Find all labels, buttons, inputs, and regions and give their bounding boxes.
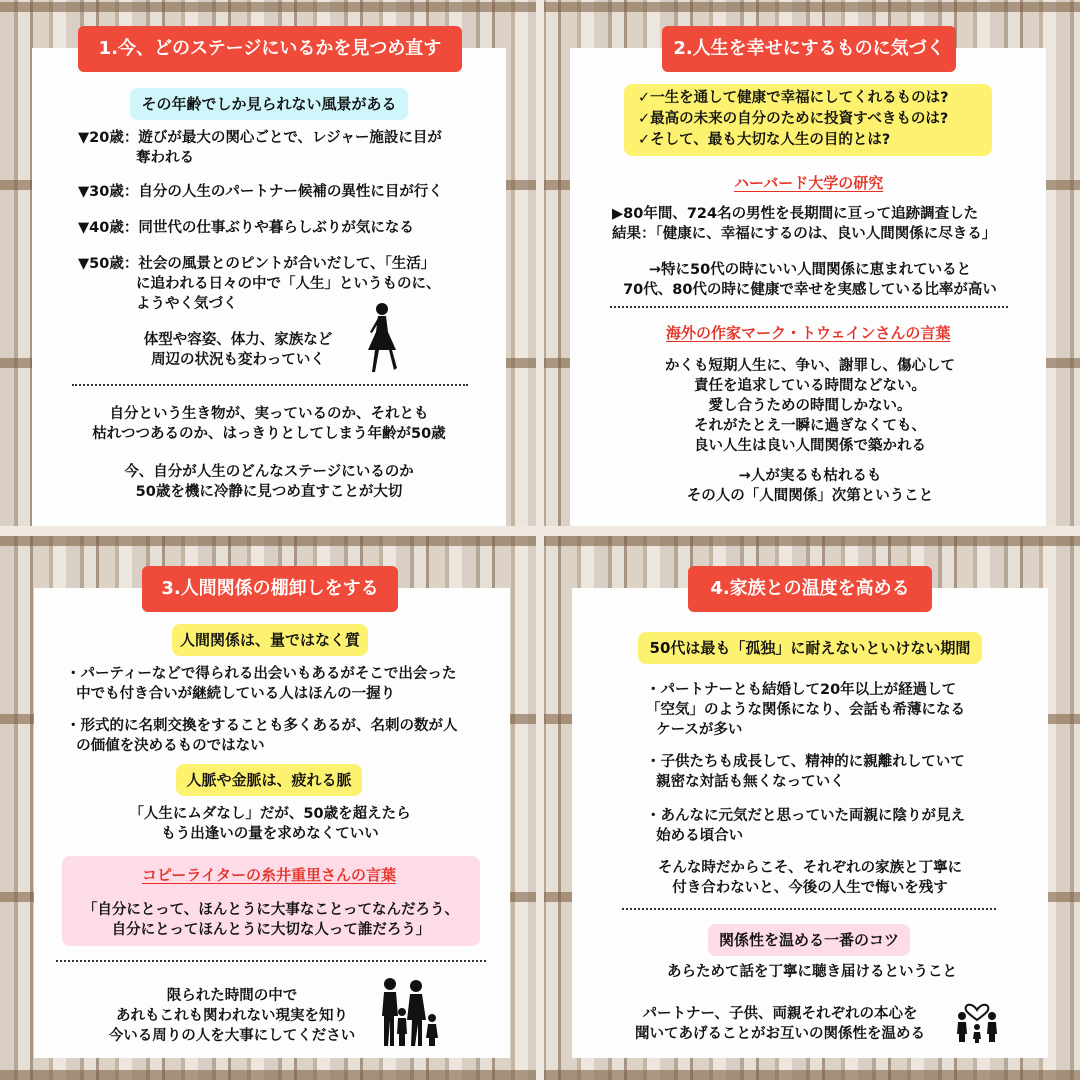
panel-1-item-30: ▼30歳：自分の人生のパートナー候補の異性に目が行く [78, 184, 443, 200]
panel-1-item-40: ▼40歳：同世代の仕事ぶりや暮らしぶりが気になる [78, 220, 414, 236]
woman-silhouette-icon [362, 302, 402, 376]
panel-3-quote-heading: コピーライターの糸井重里さんの言葉 [142, 866, 396, 884]
panel-2-questions: ✓一生を通して健康で幸福にしてくれるものは? ✓最高の未来の自分のために投資すべきものは? ✓そして、最も大切な人生の目的とは? [624, 84, 992, 156]
panel-1-item-50: ▼50歳：社会の風景とのピントが合いだして、「生活」 に追われる日々の中で「人生」というものに、 ようやく気づく [78, 256, 441, 312]
panel-1-highlight: その年齢でしか見られない風景がある [130, 88, 408, 120]
panel-3-highlight-2: 人脈や金脈は、疲れる脈 [176, 764, 362, 796]
panel-2-conclusion: →人が実るも枯れるも その人の「人間関係」次第ということ [686, 468, 934, 504]
panel-2-separator [610, 306, 1008, 308]
panel-2-study-text: ▶80年間、724名の男性を長期間に亘って追跡調査した 結果：「健康に、幸福にするのは、良い人間関係に尽きる」 [612, 206, 997, 242]
panel-4-highlight: 50代は最も「孤独」に耐えないといけない期間 [638, 632, 982, 664]
horizontal-divider [0, 526, 1080, 536]
panel-3-item-1: ・パーティーなどで得られる出会いもあるがそこで出会った 中でも付き合いが継続している人はほんの一握り [66, 666, 457, 702]
panel-3-separator [56, 960, 486, 962]
family-silhouette-icon [372, 976, 442, 1048]
panel-4-item-1: ・パートナーとも結婚して20年以上が経過して 「空気」のような関係になり、会話も希薄になる ケースが多い [646, 682, 965, 738]
panel-1-note: 体型や容姿、体力、家族など 周辺の状況も変わっていく [143, 332, 333, 368]
panel-1-summary-2: 今、自分が人生のどんなステージにいるのか 50歳を機に冷静に見つめ直すことが大切 [124, 464, 414, 500]
panel-2-title: 2.人生を幸せにするものに気づく [662, 26, 956, 72]
panel-4-tip-heading: 関係性を温める一番のコツ [708, 924, 910, 956]
panel-4-note: そんな時だからこそ、それぞれの家族と丁寧に 付き合わないと、今後の人生で悔いを残す [657, 860, 963, 896]
panel-1-title: 1.今、どのステージにいるかを見つめ直す [78, 26, 462, 72]
panel-3-highlight-1: 人間関係は、量ではなく質 [172, 624, 368, 656]
panel-4-tip-note: パートナー、子供、両親それぞれの本心を 聞いてあげることがお互いの関係性を温める [635, 1006, 925, 1042]
panel-2-study-note: →特に50代の時にいい人間関係に恵まれていると 70代、80代の時に健康で幸せを実感している比率が高い [623, 262, 997, 298]
panel-3-closing: 限られた時間の中で あれもこれも関われない現実を知り 今いる周りの人を大事にしてください [108, 988, 356, 1044]
panel-3-note: 「人生にムダなし」だが、50歳を超えたら もう出逢いの量を求めなくていい [129, 806, 411, 842]
vertical-divider [536, 0, 544, 1080]
panel-1-summary-1: 自分という生き物が、実っているのか、それとも 枯れつつあるのか、はっきりとしてしまう年齢が50歳 [92, 406, 446, 442]
panel-4-title: 4.家族との温度を高める [688, 566, 932, 612]
panel-4-tip: あらためて話を丁寧に聴き届けるということ [667, 964, 957, 980]
panel-4-item-3: ・あんなに元気だと思っていた両親に陰りが見え 始める頃合い [646, 808, 965, 844]
family-heart-icon [950, 994, 1004, 1044]
panel-2-study-heading: ハーバード大学の研究 [734, 174, 884, 192]
panel-3-title: 3.人間関係の棚卸しをする [142, 566, 398, 612]
panel-4-item-2: ・子供たちも成長して、精神的に親離れしていて 親密な対話も無くなっていく [646, 754, 965, 790]
panel-4-separator [622, 908, 996, 910]
panel-2-quote-heading: 海外の作家マーク・トウェインさんの言葉 [666, 324, 951, 342]
panel-2-quote: かくも短期人生に、争い、謝罪し、傷心して 責任を追求している時間などない。 愛し合うための時間しかない。 それがたとえ一瞬に過ぎなくても、 良い人生は良い人間関係で築かれる [665, 358, 955, 454]
panel-3-quote: 「自分にとって、ほんとうに大事なことってなんだろう、 自分にとってほんとうに大切な人って誰だろう」 [82, 902, 460, 938]
panel-1-item-20: ▼20歳：遊びが最大の関心ごとで、レジャー施設に目が 奪われる [78, 130, 442, 166]
panel-3-item-2: ・形式的に名刺交換をすることも多くあるが、名刺の数が人 の価値を決めるものではない [66, 718, 458, 754]
panel-1-separator [72, 384, 468, 386]
